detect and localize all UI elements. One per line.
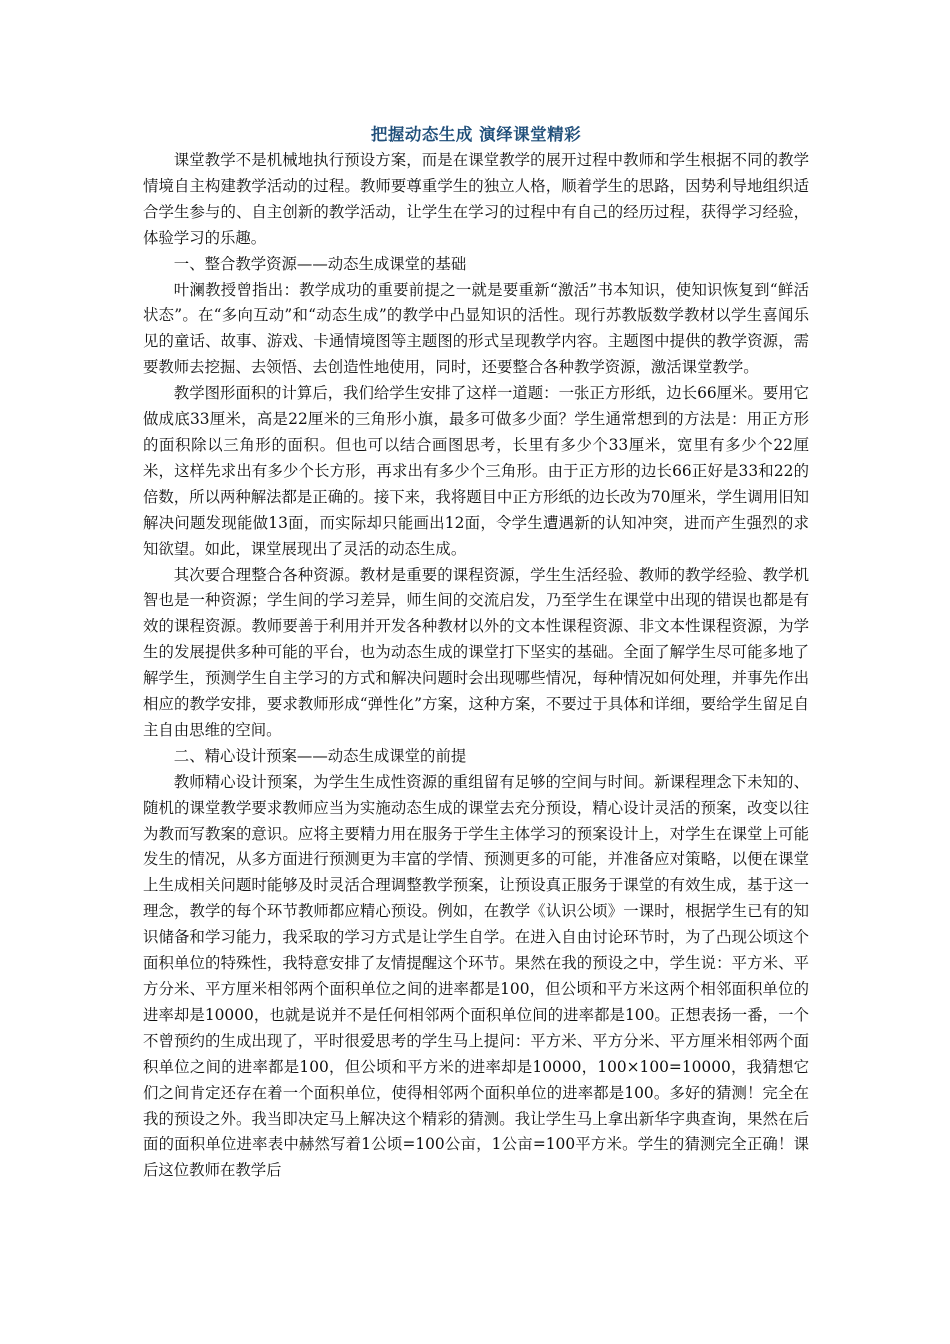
section-heading-1: 一、整合教学资源——动态生成课堂的基础	[173, 254, 467, 273]
document-title: 把握动态生成 演绎课堂精彩	[370, 125, 582, 144]
document-page	[143, 122, 809, 1184]
body-paragraph: 叶澜教授曾指出：教学成功的重要前提之一就是要重新“激活”书本知识，使知识恢复到“鲜活状态”。在“多向互动”和“动态生成”的教学中凸显知识的活性。现行苏教版数学教材以学生喜闻乐见的童话、故事、游戏、卡通情境图等主题图的形式呈现教学内容。主题图中提供的教学资源，需要教师去挖掘、去领悟、去创造性地使用，同时，还要整合各种教学资源，激活课堂教学。	[143, 280, 809, 377]
body-paragraph: 教师精心设计预案，为学生生成性资源的重组留有足够的空间与时间。新课程理念下未知的、随机的课堂教学要求教师应当为实施动态生成的课堂去充分预设，精心设计灵活的预案，改变以往为教而写教案的意识。应将主要精力用在服务于学生主体学习的预案设计上，对学生在课堂上可能发生的情况，从多方面进行预测更为丰富的学情、预测更多的可能，并准备应对策略，以便在课堂上生成相关问题时能够及时灵活合理调整教学预案，让预设真正服务于课堂的有效生成，基于这一理念，教学的每个环节教师都应精心预设。例如，在教学《认识公顷》一课时，根据学生已有的知识储备和学习能力，我采取的学习方式是让学生自学。在进入自由讨论环节时，为了凸现公顷这个面积单位的特殊性，我特意安排了友情提醒这个环节。果然在我的预设之中，学生说：平方米、平方分米、平方厘米相邻两个面积单位之间的进率都是100，但公顷和平方米这两个相邻面积单位的进率却是10000，也就是说并不是任何相邻两个面积单位间的进率都是100。正想表扬一番，一个不曾预约的生成出现了，平时很爱思考的学生马上提问：平方米、平方分米、平方厘米相邻两个面积单位之间的进率都是100，但公顷和平方米的进率却是10000，100×100=10000，我猜想它们之间肯定还存在着一个面积单位，使得相邻两个面积单位的进率都是100。多好的猜测！完全在我的预设之外。我当即决定马上解决这个精彩的猜测。我让学生马上拿出新华字典查询，果然在后面的面积单位进率表中赫然写着1公顷=100公亩，1公亩=100平方米。学生的猜测完全正确！课后这位教师在教学后	[143, 772, 809, 1180]
section-heading-2: 二、精心设计预案——动态生成课堂的前提	[173, 746, 467, 765]
body-paragraph: 其次要合理整合各种资源。教材是重要的课程资源，学生生活经验、教师的教学经验、教学机智也是一种资源；学生间的学习差异，师生间的交流启发，乃至学生在课堂中出现的错误也都是有效的课程资源。教师要善于利用并开发各种教材以外的文本性课程资源、非文本性课程资源，为学生的发展提供多种可能的平台，也为动态生成的课堂打下坚实的基础。全面了解学生尽可能多地了解学生，预测学生自主学习的方式和解决问题时会出现哪些情况，每种情况如何处理，并事先作出相应的教学安排，要求教师形成“弹性化”方案，这种方案，不要过于具体和详细，要给学生留足自主自由思维的空间。	[143, 565, 809, 739]
body-paragraph: 教学图形面积的计算后，我们给学生安排了这样一道题：一张正方形纸，边长66厘米。要用它做成底33厘米，高是22厘米的三角形小旗，最多可做多少面？学生通常想到的方法是：用正方形的面积除以三角形的面积。但也可以结合画图思考，长里有多少个33厘米，宽里有多少个22厘米，这样先求出有多少个长方形，再求出有多少个三角形。由于正方形的边长66正好是33和22的倍数，所以两种解法都是正确的。接下来，我将题目中正方形纸的边长改为70厘米，学生调用旧知解决问题发现能做13面，而实际却只能画出12面，令学生遭遇新的认知冲突，进而产生强烈的求知欲望。如此，课堂展现出了灵活的动态生成。	[143, 384, 810, 558]
intro-paragraph: 课堂教学不是机械地执行预设方案，而是在课堂教学的展开过程中教师和学生根据不同的教学情境自主构建教学活动的过程。教师要尊重学生的独立人格，顺着学生的思路，因势利导地组织适合学生参与的、自主创新的教学活动，让学生在学习的过程中有自己的经历过程，获得学习经验，体验学习的乐趣。	[143, 151, 809, 247]
